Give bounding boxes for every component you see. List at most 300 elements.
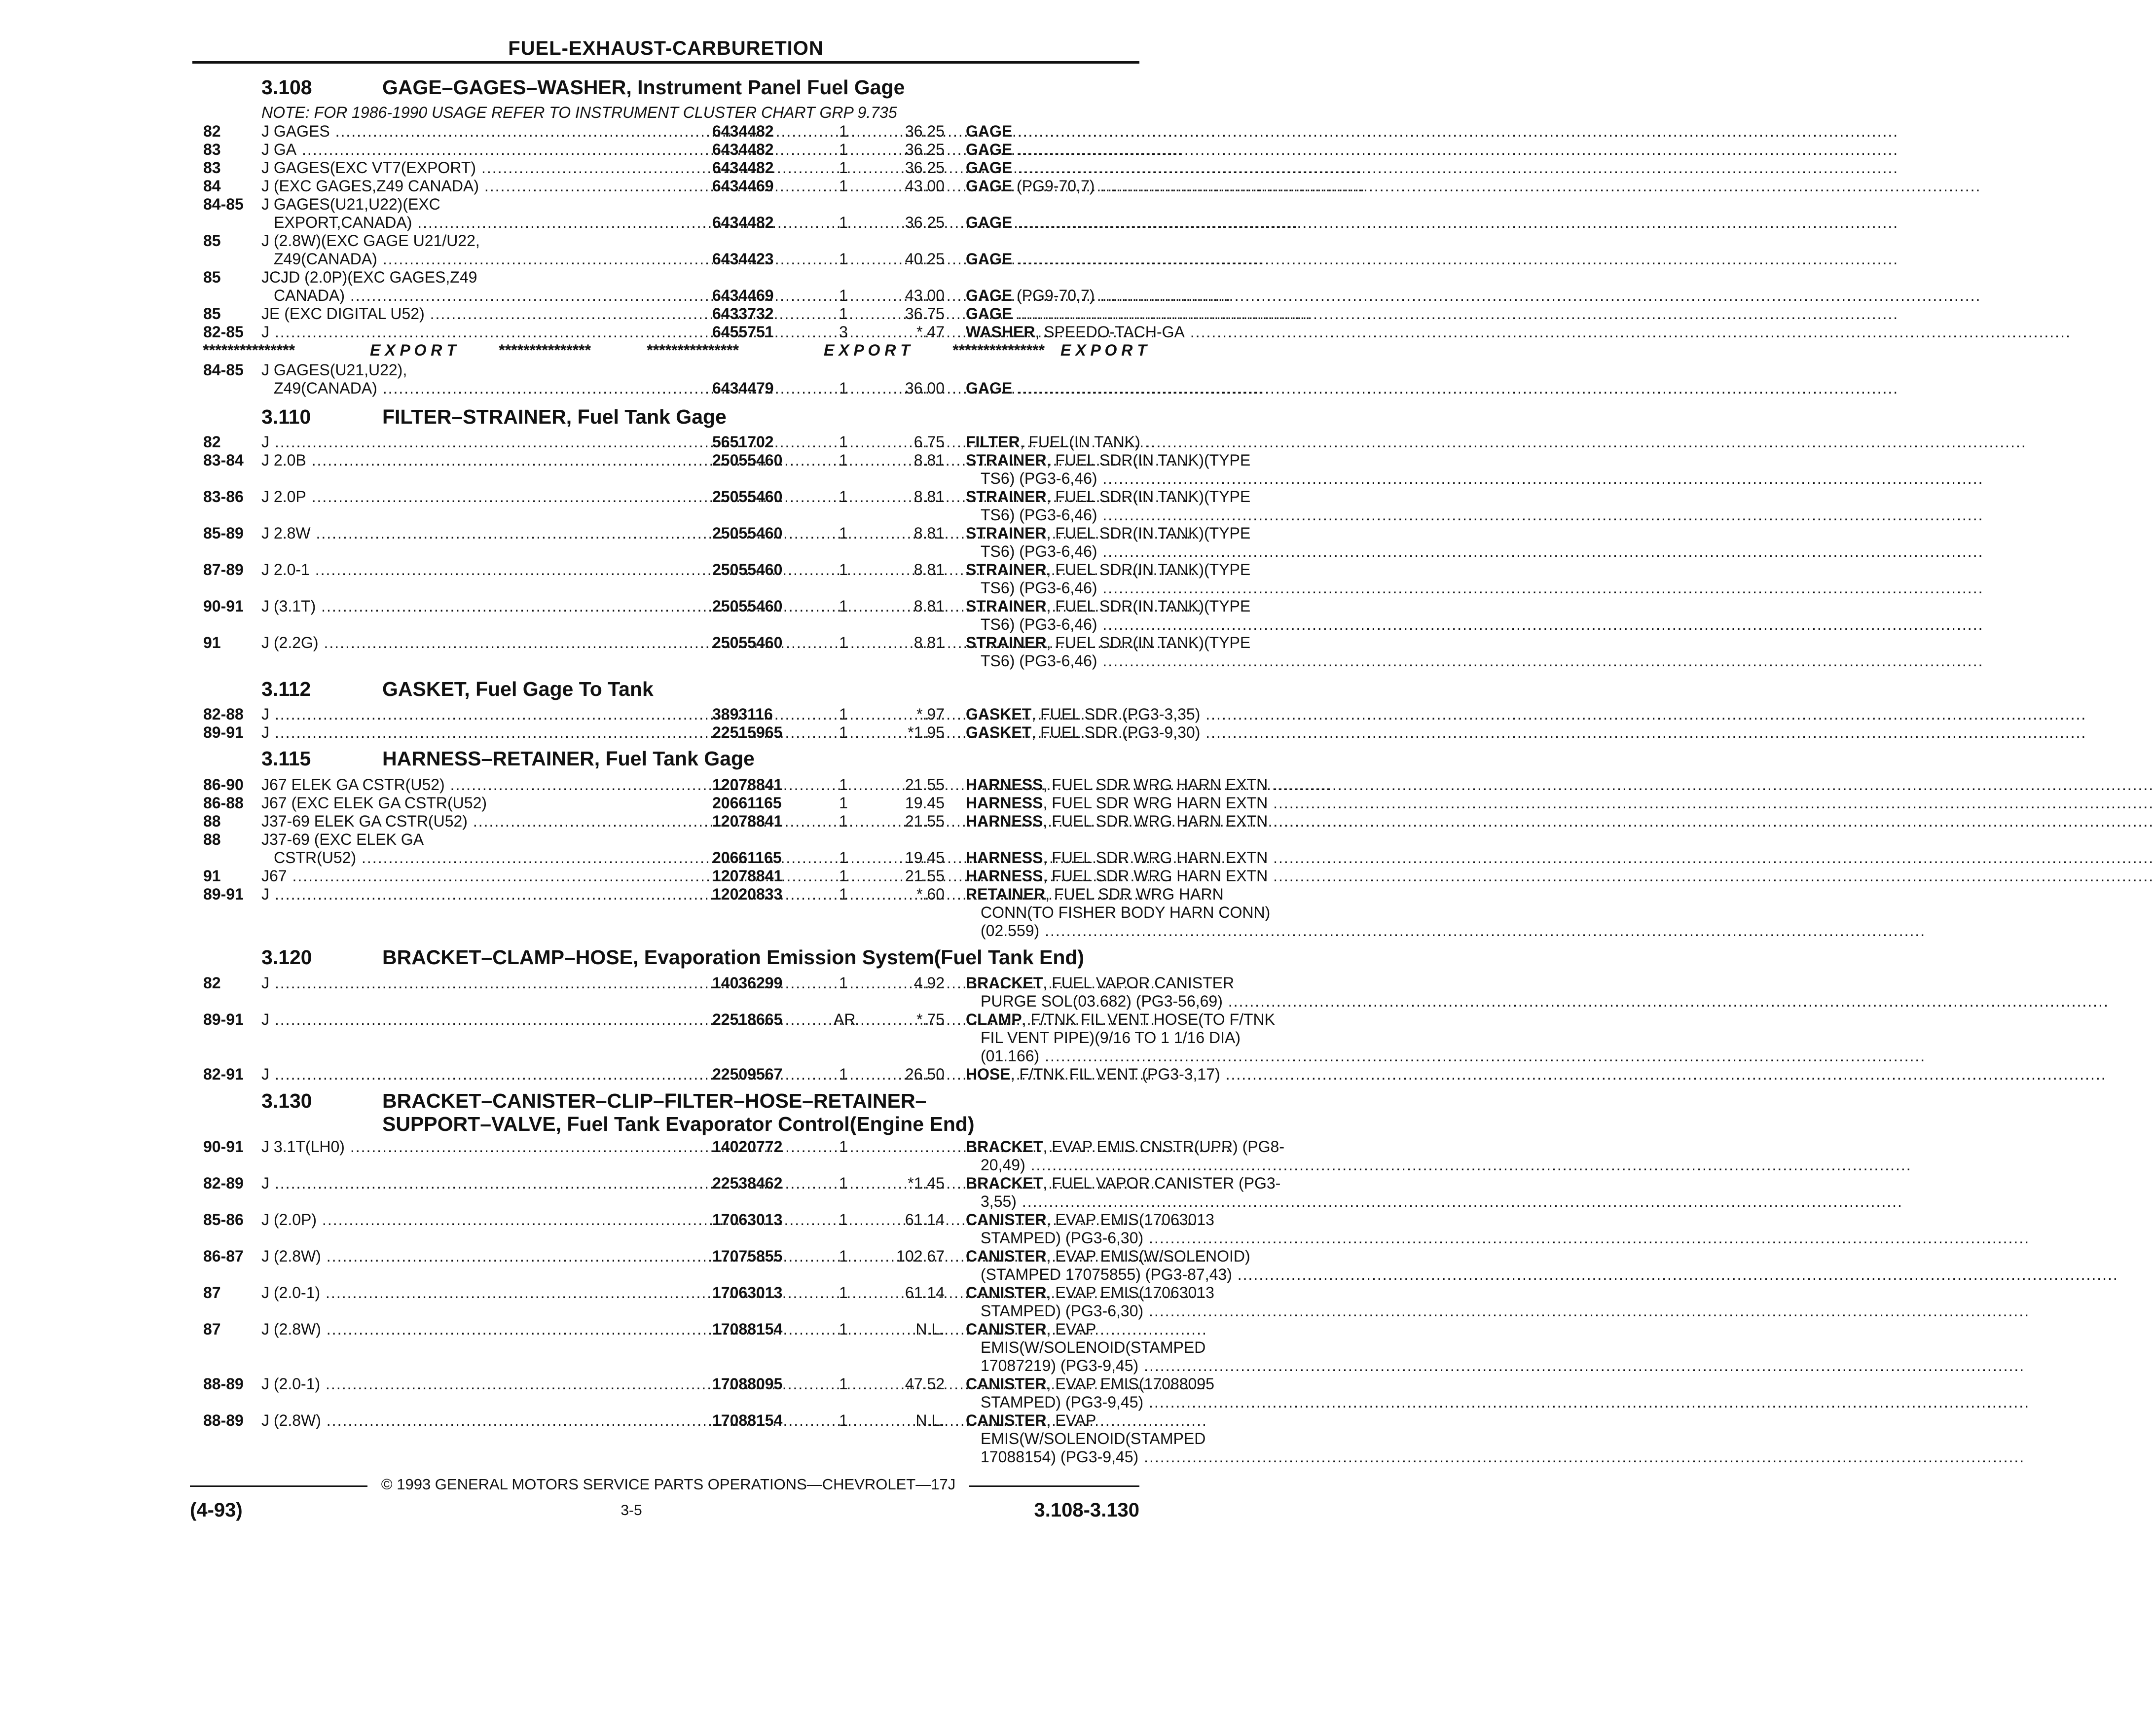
part-name-detail: (PG9-70,7) — [1012, 287, 1095, 304]
part-row — [192, 524, 1251, 542]
part-row — [192, 268, 1139, 287]
part-row — [192, 723, 1201, 742]
part-name — [966, 597, 1338, 615]
usage-note: NOTE: FOR 1986-1990 USAGE REFER TO INSTRUMENT CLUSTER CHART GRP 9.735 — [261, 104, 897, 121]
application-desc: J ..... — [261, 433, 708, 451]
price: 19.45 — [905, 849, 945, 867]
part-row — [192, 122, 1139, 141]
year-range: 82 — [203, 974, 221, 992]
application-desc: J (2.0-1) ..... — [261, 1375, 708, 1393]
price: 61.14 — [905, 1211, 945, 1229]
price: 8.81 — [913, 488, 945, 506]
part-name-bold: HARNESS — [966, 867, 1043, 885]
year-range: 90-91 — [203, 597, 244, 615]
quantity: 1 — [839, 1174, 848, 1192]
revision-date: (4-93) — [190, 1499, 243, 1521]
quantity: 1 — [839, 561, 848, 579]
part-row — [192, 287, 1139, 305]
price: 8.81 — [913, 597, 945, 615]
export-stars: *************** — [646, 341, 738, 359]
part-name — [966, 723, 1338, 742]
part-name-detail: , FUEL SDR(IN TANK)(TYPE — [1046, 597, 1251, 615]
price: 40.25 — [905, 250, 945, 268]
price: 61.14 — [905, 1284, 945, 1302]
part-name-bold: CLAMP — [966, 1011, 1022, 1028]
section-title: BRACKET–CLAMP–HOSE, Evaporation Emission System(Fuel Tank End) — [382, 946, 1085, 969]
part-name-detail: , EVAP EMIS(W/SOLENOID) — [1046, 1247, 1250, 1265]
part-name-continued: TS6) (PG3-6,46) ..... — [981, 470, 1338, 488]
footer-rule — [969, 1485, 1139, 1487]
price: *.60 — [916, 885, 945, 903]
quantity: 1 — [839, 250, 848, 268]
section-title-line: SUPPORT–VALVE, Fuel Tank Evaporator Control(Engine End) — [382, 1113, 975, 1135]
application-desc: J (2.8W) ..... — [261, 1247, 708, 1266]
section-title: HARNESS–RETAINER, Fuel Tank Gage — [382, 747, 755, 770]
part-row — [192, 1174, 1281, 1193]
page-number: 3-5 — [621, 1502, 642, 1519]
application-desc: JE (EXC DIGITAL U52) ..... — [261, 305, 708, 323]
year-range: 83 — [203, 159, 221, 177]
quantity: 1 — [839, 597, 848, 615]
part-name-bold: CANISTER — [966, 1284, 1047, 1302]
part-name — [966, 1211, 1338, 1229]
part-name — [966, 1375, 1338, 1393]
part-number: 17075855 — [712, 1247, 783, 1265]
part-name — [966, 214, 1338, 232]
export-divider — [202, 341, 1147, 360]
part-row — [192, 705, 1201, 723]
quantity: 1 — [839, 524, 848, 542]
part-row — [192, 159, 1139, 177]
export-label: E X P O R T — [824, 341, 910, 359]
price: 6.75 — [913, 433, 945, 451]
part-row — [192, 195, 1139, 214]
application-desc: J (2.8W) ..... — [261, 1411, 708, 1430]
price: 47.52 — [905, 1375, 945, 1393]
part-number: 6434482 — [712, 141, 774, 158]
header-rule — [192, 61, 1139, 64]
part-name — [966, 776, 1338, 794]
copyright-line: © 1993 GENERAL MOTORS SERVICE PARTS OPERATIONS—CHEVROLET—17J — [381, 1476, 956, 1493]
part-row-continued — [192, 1448, 1139, 1466]
part-name-bold: STRAINER — [966, 597, 1047, 615]
quantity: 1 — [839, 1375, 848, 1393]
part-name-bold: HARNESS — [966, 776, 1043, 794]
part-name-detail: , EVAP — [1046, 1320, 1096, 1338]
application-desc: J ..... — [261, 1174, 708, 1193]
part-row — [192, 214, 1139, 232]
quantity: 1 — [839, 1320, 848, 1338]
part-name-detail: , FUEL SDR(IN TANK)(TYPE — [1046, 634, 1251, 651]
part-name-continued: STAMPED) (PG3-6,30) ..... — [981, 1302, 1338, 1320]
section-number: 3.110 — [261, 405, 311, 428]
part-name-detail: , F/TNK FIL VENT (PG3-3,17) — [1010, 1065, 1220, 1083]
part-name — [966, 1247, 1338, 1266]
year-range: 85-86 — [203, 1211, 244, 1229]
application-desc: J ..... — [261, 974, 708, 992]
application-desc: J ..... — [261, 723, 708, 742]
part-name — [966, 305, 1338, 323]
application-desc: J 2.0B ..... — [261, 451, 708, 470]
part-number: 12020833 — [712, 885, 783, 903]
year-range: 88-89 — [203, 1411, 244, 1429]
part-name-bold: HOSE — [966, 1065, 1011, 1083]
part-name-continued: 3,55) ..... — [981, 1193, 1338, 1211]
part-row-continued — [192, 1430, 1206, 1448]
part-name-detail: , EVAP EMIS(17063013 — [1046, 1284, 1214, 1302]
part-name-bold: GAGE — [966, 379, 1013, 397]
part-name — [966, 1065, 1338, 1084]
part-number: 6455751 — [712, 323, 774, 341]
part-name — [966, 122, 1338, 141]
part-number: 6434469 — [712, 177, 774, 195]
part-row-continued — [192, 1156, 1139, 1174]
year-range: 84-85 — [203, 195, 244, 213]
part-name — [966, 1138, 1338, 1156]
part-name-detail: , EVAP — [1046, 1411, 1096, 1429]
part-row — [192, 232, 1139, 250]
year-range: 89-91 — [203, 885, 244, 903]
application-desc: J67 ..... — [261, 867, 708, 885]
part-name-detail: , FUEL SDR(IN TANK)(TYPE — [1046, 488, 1251, 506]
part-name-bold: GAGE — [966, 305, 1013, 323]
part-name-bold: GAGE — [966, 141, 1013, 158]
part-name-bold: STRAINER — [966, 561, 1047, 579]
year-range: 88 — [203, 831, 221, 848]
part-name — [966, 705, 1338, 723]
part-name — [966, 812, 1338, 831]
part-name-continued: 20,49) ..... — [981, 1156, 1338, 1174]
part-name — [966, 974, 1338, 992]
part-name — [966, 451, 1338, 470]
price: 36.25 — [905, 122, 945, 140]
quantity: 1 — [839, 122, 848, 140]
price: 8.81 — [913, 451, 945, 469]
part-name-bold: GAGE — [966, 159, 1013, 177]
part-number: 22518665 — [712, 1011, 783, 1028]
quantity: 1 — [839, 776, 848, 794]
part-name-bold: GAGE — [966, 214, 1013, 231]
application-desc: J 2.0P ..... — [261, 488, 708, 506]
part-name — [966, 524, 1338, 542]
part-name-bold: CANISTER — [966, 1375, 1047, 1393]
application-desc: Z49(CANADA) ..... — [274, 379, 720, 398]
quantity: 1 — [839, 1247, 848, 1265]
application-desc: J ..... — [261, 885, 708, 904]
part-number: 25055460 — [712, 561, 783, 579]
part-row — [192, 1211, 1214, 1229]
quantity: 1 — [839, 885, 848, 903]
quantity: 1 — [839, 379, 848, 397]
quantity: 1 — [839, 451, 848, 469]
quantity: 1 — [839, 1211, 848, 1229]
part-number: 6433732 — [712, 305, 774, 323]
part-name-detail: , SPEEDO-TACH-GA — [1035, 323, 1185, 341]
part-row-continued — [192, 506, 1139, 524]
quantity: 1 — [839, 287, 848, 304]
application-desc: EXPORT,CANADA) ..... — [274, 214, 720, 232]
application-desc: CSTR(U52) ..... — [274, 849, 720, 867]
part-name — [966, 561, 1338, 579]
year-range: 89-91 — [203, 1011, 244, 1028]
part-row — [192, 634, 1251, 652]
part-row-continued — [192, 615, 1139, 634]
year-range: 83 — [203, 141, 221, 158]
price: *.97 — [916, 705, 945, 723]
part-name-bold: STRAINER — [966, 634, 1047, 651]
quantity: 1 — [839, 214, 848, 231]
part-name-continued: TS6) (PG3-6,46) ..... — [981, 542, 1338, 561]
price: 43.00 — [905, 287, 945, 304]
part-row-continued — [192, 579, 1139, 597]
price: 8.81 — [913, 524, 945, 542]
application-desc: J (2.0P) ..... — [261, 1211, 708, 1229]
part-number: 25055460 — [712, 634, 783, 651]
part-name — [966, 1411, 1338, 1430]
section-title — [382, 1089, 975, 1136]
part-name-continued: FIL VENT PIPE)(9/16 TO 1 1/16 DIA) — [981, 1029, 1241, 1047]
price: 21.55 — [905, 776, 945, 794]
section-number: 3.112 — [261, 678, 311, 700]
part-name-detail: , FUEL SDR WRG HARN EXTN — [1043, 794, 1268, 812]
price: 8.81 — [913, 634, 945, 651]
part-row — [192, 561, 1251, 579]
part-row — [192, 849, 1268, 867]
part-name-bold: STRAINER — [966, 524, 1047, 542]
part-name-detail: , FUEL SDR WRG HARN — [1045, 885, 1224, 903]
part-number: 5651702 — [712, 433, 774, 451]
quantity: 1 — [839, 177, 848, 195]
application-desc: J GAGES(U21,U22), — [261, 361, 407, 379]
part-name-continued: 17088154) (PG3-9,45) ..... — [981, 1448, 1338, 1466]
part-number: 6434482 — [712, 214, 774, 231]
part-row — [192, 974, 1235, 992]
quantity: 1 — [839, 305, 848, 323]
application-desc: J 2.0-1 ..... — [261, 561, 708, 579]
part-row-continued — [192, 1029, 1241, 1047]
quantity: 1 — [839, 867, 848, 885]
quantity: 1 — [839, 974, 848, 992]
price: N.L. — [915, 1320, 945, 1338]
section-title: GASKET, Fuel Gage To Tank — [382, 678, 654, 700]
part-name-detail: , FUEL SDR (PG3-3,35) — [1031, 705, 1201, 723]
quantity: 1 — [839, 723, 848, 741]
part-name-bold: GASKET — [966, 723, 1032, 741]
year-range: 82-89 — [203, 1174, 244, 1192]
part-name-detail: , FUEL VAPOR CANISTER (PG3- — [1043, 1174, 1281, 1192]
part-name-continued: STAMPED) (PG3-6,30) ..... — [981, 1229, 1338, 1247]
section-number: 3.108 — [261, 76, 312, 99]
part-row — [192, 323, 1185, 341]
part-row-continued — [192, 1266, 1232, 1284]
price: 26.50 — [905, 1065, 945, 1083]
year-range: 85 — [203, 305, 221, 323]
export-label: E X P O R T — [1060, 341, 1147, 359]
part-number: 25055460 — [712, 488, 783, 506]
part-name — [966, 488, 1338, 506]
part-name-continued: TS6) (PG3-6,46) ..... — [981, 615, 1338, 634]
part-number: 6434482 — [712, 122, 774, 140]
part-row — [192, 1247, 1250, 1266]
part-row-continued — [192, 922, 1139, 940]
part-row — [192, 305, 1139, 323]
part-row — [192, 488, 1251, 506]
part-name-bold: CANISTER — [966, 1211, 1047, 1229]
part-row — [192, 433, 1139, 451]
part-name-continued: (01.166) ..... — [981, 1047, 1338, 1065]
part-name-continued: (STAMPED 17075855) (PG3-87,43) ..... — [981, 1266, 1338, 1284]
price: 21.55 — [905, 812, 945, 830]
year-range: 82-91 — [203, 1065, 244, 1083]
export-stars: *************** — [202, 341, 294, 359]
part-name-continued: (02.559) ..... — [981, 922, 1338, 940]
part-name-continued: TS6) (PG3-6,46) ..... — [981, 579, 1338, 597]
part-row — [192, 250, 1139, 268]
year-range: 91 — [203, 634, 221, 651]
price: *.47 — [916, 323, 945, 341]
part-number: 6434479 — [712, 379, 774, 397]
part-name-detail: , F/TNK FIL VENT HOSE(TO F/TNK — [1022, 1011, 1275, 1028]
part-row — [192, 867, 1268, 885]
part-name — [966, 1174, 1338, 1193]
part-name — [966, 141, 1338, 159]
application-desc: J (2.8W)(EXC GAGE U21/U22, — [261, 232, 480, 250]
year-range: 86-90 — [203, 776, 244, 794]
part-number: 17088095 — [712, 1375, 783, 1393]
part-row — [192, 1065, 1220, 1084]
part-name-continued: EMIS(W/SOLENOID(STAMPED — [981, 1430, 1206, 1447]
quantity: 1 — [839, 794, 848, 812]
price: 36.25 — [905, 141, 945, 158]
part-name-bold: FILTER — [966, 433, 1020, 451]
part-number: 12078841 — [712, 812, 783, 830]
part-name-bold: CANISTER — [966, 1247, 1047, 1265]
quantity: 1 — [839, 1284, 848, 1302]
part-number: 22509567 — [712, 1065, 783, 1083]
part-name — [966, 323, 1338, 341]
price: 36.75 — [905, 305, 945, 323]
export-stars: *************** — [498, 341, 590, 359]
part-name — [966, 1011, 1338, 1029]
part-name-detail: , FUEL VAPOR CANISTER — [1043, 974, 1235, 992]
part-name — [966, 1284, 1338, 1302]
year-range: 82-85 — [203, 323, 244, 341]
part-row — [192, 1411, 1139, 1430]
part-row — [192, 141, 1139, 159]
application-desc: J 3.1T(LH0) ..... — [261, 1138, 708, 1156]
part-name — [966, 867, 1338, 885]
year-range: 87 — [203, 1284, 221, 1302]
export-stars: *************** — [952, 341, 1044, 359]
price: 4.92 — [913, 974, 945, 992]
part-name-bold: BRACKET — [966, 1138, 1043, 1156]
application-desc: J ..... — [261, 1065, 708, 1084]
part-name — [966, 1320, 1338, 1338]
part-name-bold: GAGE — [966, 122, 1013, 140]
part-name-detail: , EVAP EMIS CNSTR(UPR) (PG8- — [1043, 1138, 1284, 1156]
application-desc: J37-69 ELEK GA CSTR(U52) ..... — [261, 812, 708, 831]
part-name-bold: WASHER — [966, 323, 1035, 341]
part-name-bold: RETAINER — [966, 885, 1046, 903]
year-range: 88-89 — [203, 1375, 244, 1393]
part-name — [966, 379, 1338, 398]
section-number: 3.115 — [261, 747, 311, 770]
quantity: 1 — [839, 705, 848, 723]
part-row — [192, 794, 1268, 812]
part-row — [192, 379, 1139, 398]
part-name-bold: HARNESS — [966, 849, 1043, 867]
part-number: 14036299 — [712, 974, 783, 992]
part-row-continued — [192, 1393, 1144, 1411]
part-name-detail: , FUEL SDR(IN TANK)(TYPE — [1046, 561, 1251, 579]
part-number: 17063013 — [712, 1211, 783, 1229]
quantity: 1 — [839, 634, 848, 651]
part-row-continued — [192, 542, 1139, 561]
part-name-continued: PURGE SOL(03.682) (PG3-56,69) ..... — [981, 992, 1338, 1011]
year-range: 91 — [203, 867, 221, 885]
part-name-detail: , FUEL SDR WRG HARN EXTN — [1043, 812, 1268, 830]
year-range: 87-89 — [203, 561, 244, 579]
part-name-bold: GAGE — [966, 250, 1013, 268]
part-row — [192, 177, 1139, 195]
part-name-bold: GAGE — [966, 287, 1013, 304]
year-range: 83-86 — [203, 488, 244, 506]
year-range: 85 — [203, 232, 221, 250]
part-row-continued — [192, 1193, 1139, 1211]
year-range: 82-88 — [203, 705, 244, 723]
part-name-bold: STRAINER — [966, 451, 1047, 469]
application-desc: CANADA) ..... — [274, 287, 720, 305]
part-number: 17088154 — [712, 1411, 783, 1429]
year-range: 90-91 — [203, 1138, 244, 1156]
part-row-continued — [192, 470, 1139, 488]
part-name — [966, 177, 1338, 195]
part-number: 25055460 — [712, 597, 783, 615]
quantity: 1 — [839, 141, 848, 158]
part-row — [192, 361, 1139, 379]
part-row-continued — [192, 992, 1223, 1011]
part-name — [966, 885, 1338, 904]
price: *1.45 — [908, 1174, 945, 1192]
quantity: 1 — [839, 812, 848, 830]
part-name — [966, 433, 1338, 451]
footer-rule — [190, 1485, 367, 1487]
year-range: 84 — [203, 177, 221, 195]
section-title: FILTER–STRAINER, Fuel Tank Gage — [382, 405, 727, 428]
part-row-continued — [192, 1357, 1139, 1375]
part-name-bold: CANISTER — [966, 1411, 1047, 1429]
section-range: 3.108-3.130 — [1034, 1499, 1139, 1521]
part-name-continued: EMIS(W/SOLENOID(STAMPED — [981, 1338, 1206, 1356]
part-name-bold: HARNESS — [966, 794, 1043, 812]
part-row-continued — [192, 1229, 1144, 1247]
part-number: 12078841 — [712, 776, 783, 794]
price: 36.25 — [905, 159, 945, 177]
part-row — [192, 885, 1224, 904]
part-name-detail: (PG9-70,7) — [1012, 177, 1095, 195]
part-row — [192, 831, 1139, 849]
part-name-bold: CANISTER — [966, 1320, 1047, 1338]
part-name-detail: , FUEL SDR (PG3-9,30) — [1031, 723, 1201, 741]
part-number: 3893116 — [712, 705, 773, 723]
application-desc: J (3.1T) ..... — [261, 597, 708, 615]
year-range: 87 — [203, 1320, 221, 1338]
part-name — [966, 159, 1338, 177]
application-desc: J (EXC GAGES,Z49 CANADA) ..... — [261, 177, 708, 195]
quantity: 1 — [839, 1065, 848, 1083]
part-name-detail: , EVAP EMIS(17063013 — [1046, 1211, 1214, 1229]
part-number: 17088154 — [712, 1320, 783, 1338]
